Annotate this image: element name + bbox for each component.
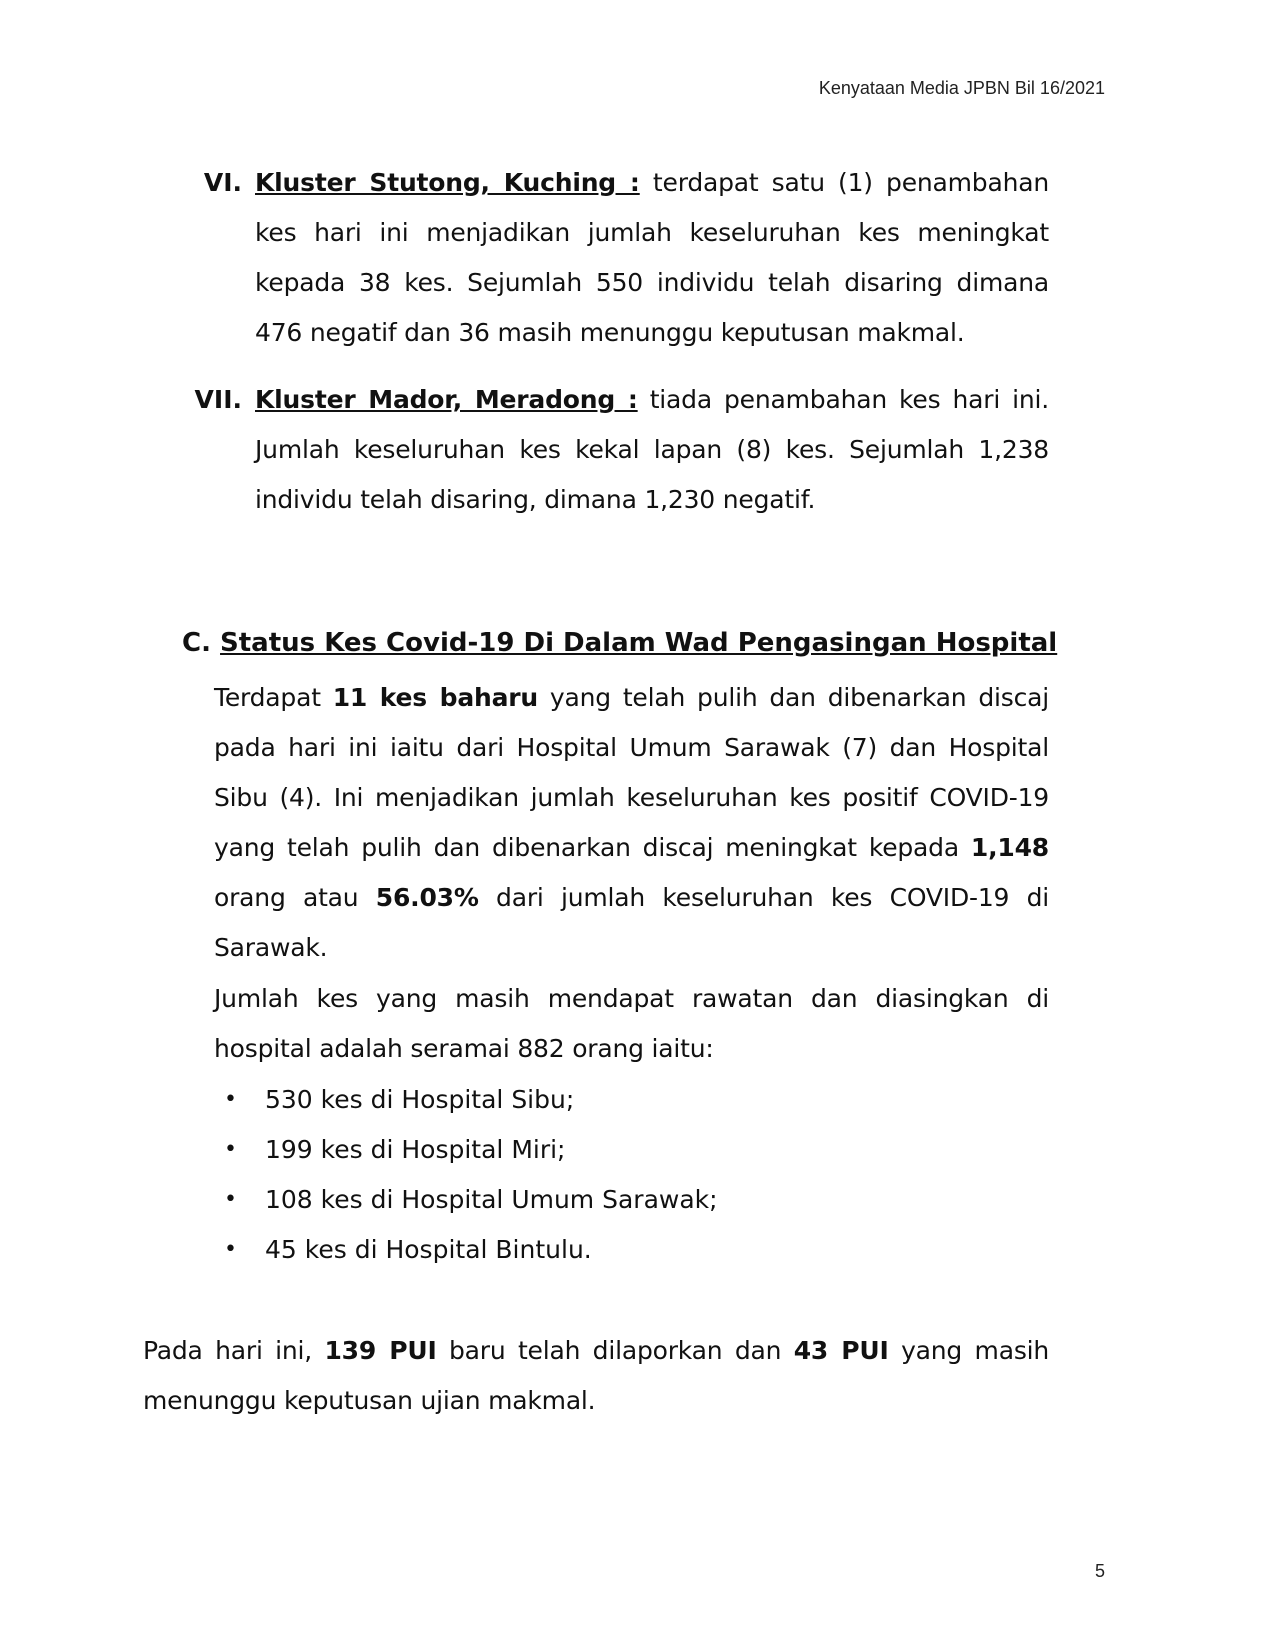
item-vi-title: Kluster Stutong, Kuching : bbox=[255, 168, 640, 197]
list-item bbox=[224, 1125, 718, 1175]
bullet-icon: • bbox=[224, 1187, 237, 1212]
bullet-icon: • bbox=[224, 1137, 237, 1162]
list-item-text: 45 kes di Hospital Bintulu. bbox=[265, 1235, 592, 1264]
hospital-case-list bbox=[224, 1075, 718, 1275]
section-c-heading bbox=[182, 618, 1057, 668]
recovery-text-1: Terdapat bbox=[214, 683, 333, 712]
list-item-text: 199 kes di Hospital Miri; bbox=[265, 1135, 566, 1164]
pui-text-1: Pada hari ini, bbox=[143, 1336, 325, 1365]
recovery-text-4: dari jumlah keseluruhan kes COVID-19 di Sarawak. bbox=[214, 883, 1049, 962]
pui-text-3: yang masih menunggu keputusan ujian makmal. bbox=[143, 1336, 1050, 1415]
item-vi-paragraph bbox=[255, 158, 1049, 358]
new-pui-count: 139 PUI bbox=[324, 1336, 437, 1365]
item-vii-text: tiada penambahan kes hari ini. Jumlah keseluruhan kes kekal lapan (8) kes. Sejumlah 1,238 individu telah disaring, dimana 1,230 negatif. bbox=[255, 385, 1050, 514]
list-item bbox=[224, 1225, 718, 1275]
list-item bbox=[224, 1175, 718, 1225]
new-recovered-count: 11 kes baharu bbox=[332, 683, 538, 712]
item-vii-paragraph bbox=[255, 375, 1049, 525]
list-item-text: 530 kes di Hospital Sibu; bbox=[265, 1085, 575, 1114]
page-header: Kenyataan Media JPBN Bil 16/2021 bbox=[818, 78, 1105, 98]
pui-text-2: baru telah dilaporkan dan bbox=[436, 1336, 794, 1365]
pui-paragraph bbox=[143, 1326, 1049, 1426]
item-vi-text: terdapat satu (1) penambahan kes hari ini menjadikan jumlah keseluruhan kes meningkat kepada 38 kes. Sejumlah 550 individu telah disaring dimana 476 negatif dan 36 masih menunggu keputusan makmal. bbox=[255, 168, 1049, 347]
list-item bbox=[224, 1075, 718, 1125]
item-numeral-vii: VII. bbox=[194, 385, 242, 414]
page-number: 5 bbox=[1094, 1561, 1105, 1581]
section-c-title: Status Kes Covid-19 Di Dalam Wad Pengasingan Hospital bbox=[220, 628, 1058, 658]
recovery-text-2: yang telah pulih dan dibenarkan discaj pada hari ini iaitu dari Hospital Umum Sarawak (7) dan Hospital Sibu (4). Ini menjadikan jumlah keseluruhan kes positif COVID-19 yang telah pulih dan dibenarkan discaj meningkat kepada bbox=[214, 683, 1049, 862]
section-c-letter: C. bbox=[182, 628, 211, 658]
bullet-icon: • bbox=[224, 1087, 237, 1112]
bullet-icon: • bbox=[224, 1237, 237, 1262]
item-vii-title: Kluster Mador, Meradong : bbox=[255, 385, 638, 414]
recovery-percentage: 56.03% bbox=[375, 883, 479, 912]
total-recovered-count: 1,148 bbox=[970, 833, 1049, 862]
pending-pui-count: 43 PUI bbox=[793, 1336, 889, 1365]
recovery-text-3: orang atau bbox=[214, 883, 376, 912]
item-numeral-vi: VI. bbox=[203, 168, 242, 197]
list-item-text: 108 kes di Hospital Umum Sarawak; bbox=[265, 1185, 718, 1214]
hospitalised-paragraph: Jumlah kes yang masih mendapat rawatan dan diasingkan di hospital adalah seramai 882 orang iaitu: bbox=[214, 984, 1049, 1063]
recovery-paragraph bbox=[214, 673, 1049, 973]
